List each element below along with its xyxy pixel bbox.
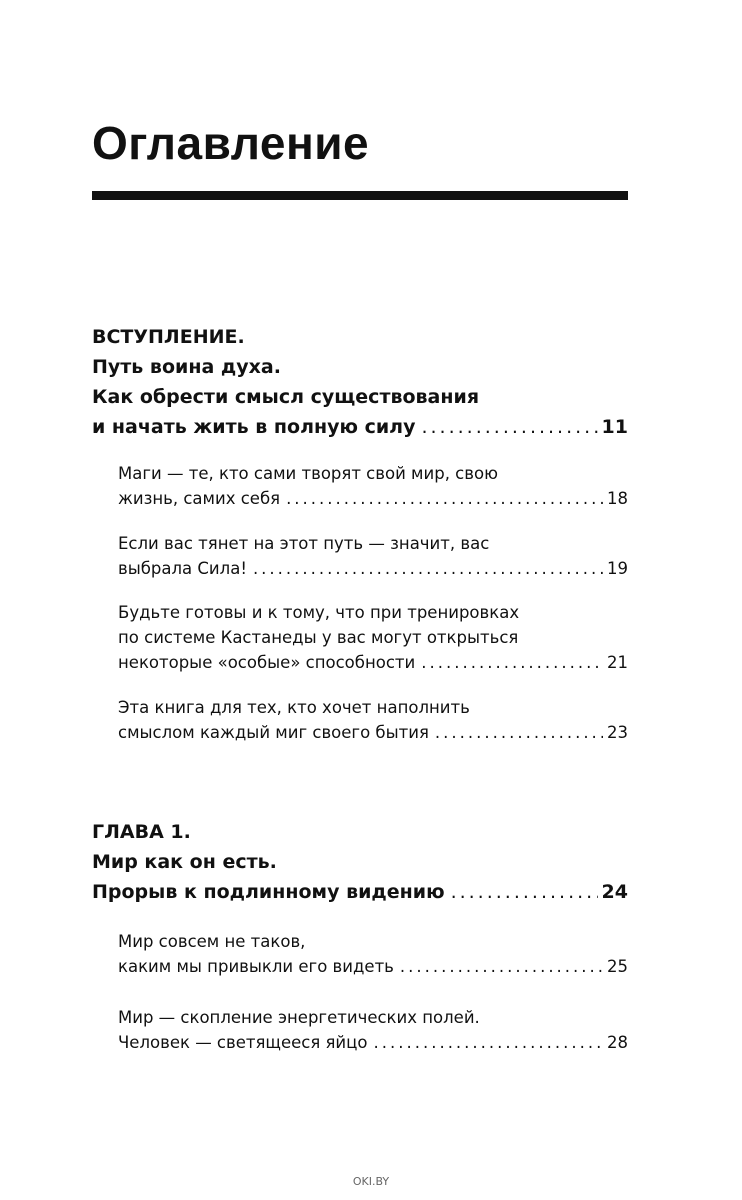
toc-entry[interactable]: [118, 1005, 628, 1055]
page-number: 21: [607, 653, 628, 672]
entry-leader-line: [118, 650, 628, 675]
dot-leader: [373, 1030, 603, 1055]
section-heading-line: и начать жить в полную силу: [92, 416, 416, 438]
section-heading-line: Мир как он есть.: [92, 851, 277, 873]
toc-entry[interactable]: [118, 531, 628, 581]
entry-text-line: каким мы привыкли его видеть: [118, 957, 394, 976]
entry-text-line: некоторые «особые» способности: [118, 653, 416, 672]
toc-entry[interactable]: [118, 600, 628, 675]
entry-text-line: Будьте готовы и к тому, что при тренировках: [118, 603, 520, 622]
entry-text-line: Маги — те, кто сами творят свой мир, свою: [118, 464, 498, 483]
entry-leader-line: [118, 486, 628, 511]
entry-text-line: смыслом каждый миг своего бытия: [118, 723, 429, 742]
section-heading-line: ГЛАВА 1.: [92, 821, 191, 843]
entry-text-line: по системе Кастанеды у вас могут открыться: [118, 628, 519, 647]
section-heading-line: Путь воина духа.: [92, 356, 281, 378]
dot-leader: [286, 486, 603, 511]
dot-leader: [435, 720, 603, 745]
page-number: 25: [607, 957, 628, 976]
toc-entry[interactable]: [118, 929, 628, 979]
section-heading-line: Как обрести смысл существования: [92, 386, 480, 408]
section-heading-line: Прорыв к подлинному видению: [92, 881, 445, 903]
title-underline: [92, 191, 628, 200]
entry-text-line: Мир совсем не таков,: [118, 932, 306, 951]
entry-text-line: жизнь, самих себя: [118, 489, 281, 508]
dot-leader: [253, 556, 603, 581]
entry-leader-line: [118, 556, 628, 581]
page-number: 19: [607, 559, 628, 578]
toc-entry[interactable]: [118, 461, 628, 511]
entry-leader-line: [118, 954, 628, 979]
page-number: 28: [607, 1033, 628, 1052]
section-leader-line: [92, 877, 628, 907]
page-number: 23: [607, 723, 628, 742]
section-heading-line: ВСТУПЛЕНИЕ.: [92, 326, 245, 348]
page-number: 18: [607, 489, 628, 508]
entry-text-line: выбрала Сила!: [118, 559, 247, 578]
watermark: OKI.BY: [352, 1175, 390, 1188]
toc-section-intro[interactable]: [92, 322, 628, 442]
page-number: 11: [601, 416, 628, 438]
entry-text-line: Если вас тянет на этот путь — значит, вас: [118, 534, 490, 553]
section-leader-line: [92, 412, 628, 442]
dot-leader: [421, 412, 597, 442]
toc-section-chapter-1[interactable]: [92, 817, 628, 907]
dot-leader: [451, 877, 598, 907]
dot-leader: [421, 650, 603, 675]
page-number: 24: [601, 881, 628, 903]
dot-leader: [400, 954, 603, 979]
entry-text-line: Эта книга для тех, кто хочет наполнить: [118, 698, 470, 717]
entry-text-line: Человек — светящееся яйцо: [118, 1033, 368, 1052]
entry-text-line: Мир — скопление энергетических полей.: [118, 1008, 480, 1027]
entry-leader-line: [118, 720, 628, 745]
page-title: Оглавление: [92, 117, 370, 169]
toc-entry[interactable]: [118, 695, 628, 745]
entry-leader-line: [118, 1030, 628, 1055]
